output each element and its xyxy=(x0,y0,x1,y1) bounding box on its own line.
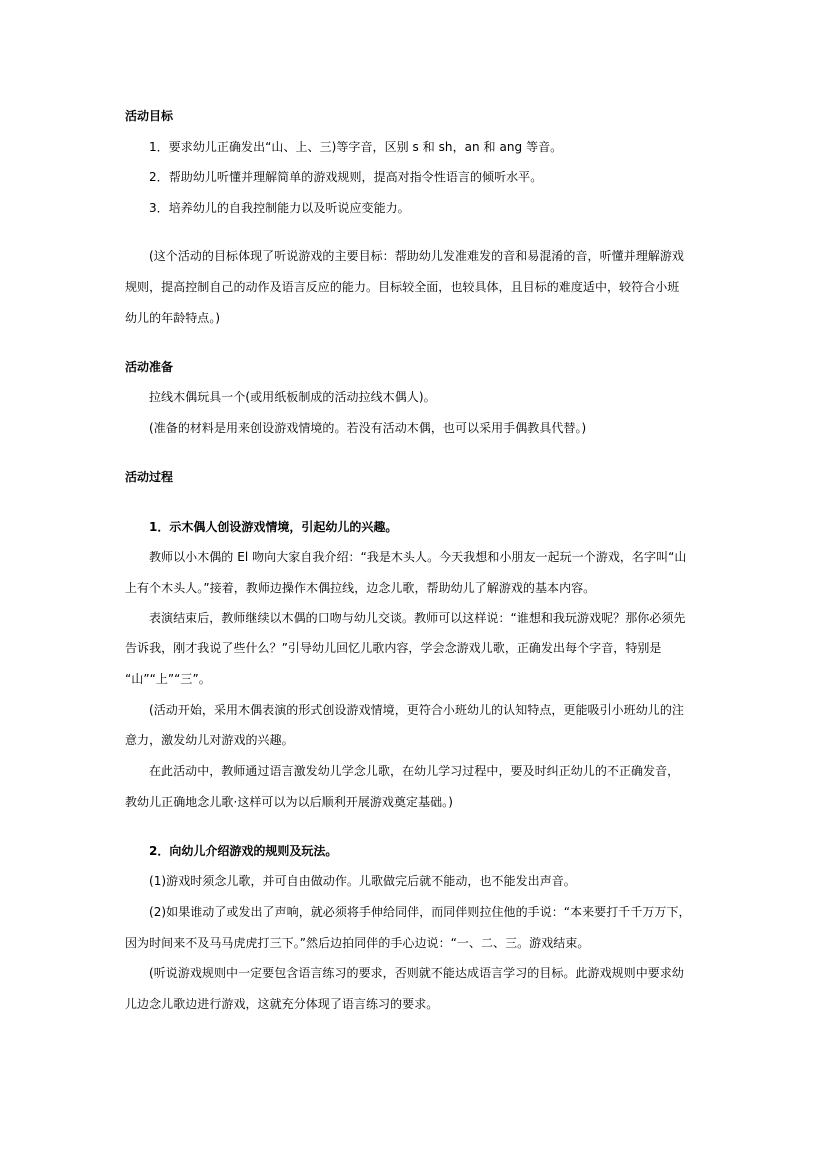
section-title-process: 活动过程 xyxy=(125,470,174,484)
section-title-goal: 活动目标 xyxy=(125,109,174,123)
step1-line: 教师以小木偶的 El 吻向大家自我介绍：“我是木头人。今天我想和小朋友一起玩一个游戏，名字叫“山 xyxy=(149,550,687,564)
step1-line: “山”“上”“三”。 xyxy=(125,672,211,686)
step2-title: 2．向幼儿介绍游戏的规则及玩法。 xyxy=(149,844,338,858)
prep-line: (准备的材料是用来创设游戏情境的。若没有活动木偶，也可以采用手偶教具代替。) xyxy=(149,421,587,435)
step1-line: 表演结束后，教师继续以木偶的口吻与幼儿交谈。教师可以这样说：“谁想和我玩游戏呢？那你必须先 xyxy=(149,611,686,625)
goal-comment-line: 规则，提高控制自己的动作及语言反应的能力。目标较全面，也较具体，且目标的难度适中，较符合小班 xyxy=(125,280,680,294)
step2-line: (听说游戏规则中一定要包含语言练习的要求，否则就不能达成语言学习的目标。此游戏规则中要求幼 xyxy=(149,966,684,980)
goal-item-3: 3．培养幼儿的自我控制能力以及听说应变能力。 xyxy=(149,201,410,215)
goal-item-2: 2．帮助幼儿听懂并理解简单的游戏规则，提高对指令性语言的倾听水平。 xyxy=(149,170,543,184)
step2-line: 儿边念儿歌边进行游戏，这就充分体现了语言练习的要求。 xyxy=(125,997,439,1011)
goal-comment-line: (这个活动的目标体现了听说游戏的主要目标：帮助幼儿发准难发的音和易混淆的音，听懂并理解游戏 xyxy=(149,249,684,263)
step1-line: 意力，激发幼儿对游戏的兴趣。 xyxy=(125,733,294,747)
goal-comment-line: 幼儿的年龄特点。) xyxy=(125,311,221,325)
step1-title: 1．示木偶人创设游戏情境，引起幼儿的兴趣。 xyxy=(149,520,398,534)
step1-line: 告诉我，刚才我说了些什么？”引导幼儿回忆儿歌内容，学会念游戏儿歌，正确发出每个字音，特别是 xyxy=(125,641,662,655)
step2-line: 因为时间来不及马马虎虎打三下。”然后边拍同伴的手心边说：“一、二、三。游戏结束。 xyxy=(125,936,590,950)
step1-line: (活动开始，采用木偶表演的形式创设游戏情境，更符合小班幼儿的认知特点，更能吸引小班幼儿的注 xyxy=(149,703,684,717)
goal-item-1: 1．要求幼儿正确发出“山、上、三)等字音，区别 s 和 sh，an 和 ang 等音。 xyxy=(149,140,563,154)
step1-line: 在此活动中，教师通过语言激发幼儿学念儿歌，在幼儿学习过程中，要及时纠正幼儿的不正确发音， xyxy=(149,764,680,778)
step2-line: (2)如果谁动了或发出了声响，就必须将手伸给同伴，而同伴则拉住他的手说：“本来要打千千万万下， xyxy=(149,905,691,919)
step1-line: 教幼儿正确地念儿歌·这样可以为以后顺利开展游戏奠定基础。) xyxy=(125,795,453,809)
step2-line: (1)游戏时须念儿歌，并可自由做动作。儿歌做完后就不能动，也不能发出声音。 xyxy=(149,874,576,888)
step1-line: 上有个木头人。”接着，教师边操作木偶拉线，边念儿歌，帮助幼儿了解游戏的基本内容。 xyxy=(125,581,596,595)
section-title-prep: 活动准备 xyxy=(125,360,174,374)
prep-line: 拉线木偶玩具一个(或用纸板制成的活动拉线木偶人)。 xyxy=(149,390,436,404)
